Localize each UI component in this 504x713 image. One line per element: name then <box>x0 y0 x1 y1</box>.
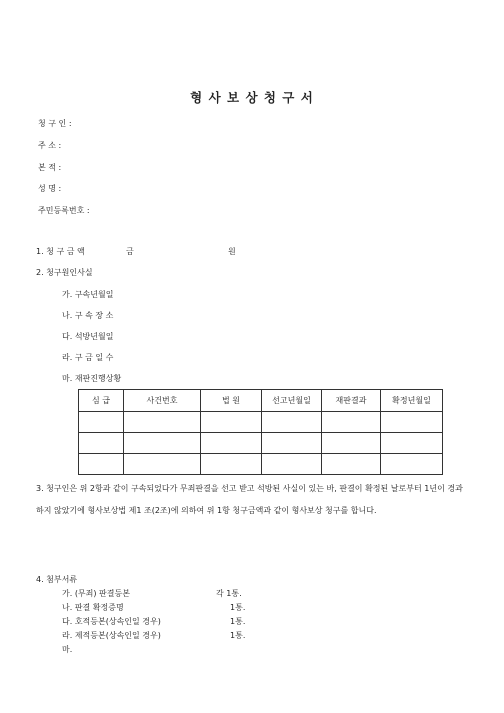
table-cell[interactable] <box>124 412 201 433</box>
attachment-item-count: 각 1통. <box>216 589 242 598</box>
claim-amount-label: 1. 청 구 금 액 <box>36 247 85 256</box>
table-cell[interactable] <box>124 433 201 454</box>
table-cell[interactable] <box>322 454 381 475</box>
attachment-item-name: 라. 제적등본(상속인일 경우) <box>62 631 161 640</box>
header-case-number: 사건번호 <box>124 390 201 412</box>
table-header-row <box>79 390 443 412</box>
header-confirmation-date: 확정년월일 <box>381 390 443 412</box>
attachment-item-name: 나. 판결 확정증명 <box>62 603 124 612</box>
facts-item-detention-days: 라. 구 금 일 수 <box>62 353 114 362</box>
attachment-item-count: 1통. <box>230 603 246 612</box>
table-row <box>79 412 443 433</box>
table-cell[interactable] <box>79 454 124 475</box>
attachment-item-count: 1통. <box>230 631 246 640</box>
field-claimant: 청 구 인 : <box>38 119 72 128</box>
table-cell[interactable] <box>262 454 322 475</box>
document-title: 형 사 보 상 청 구 서 <box>190 90 314 105</box>
claim-statement-paragraph: 3. 청구인은 위 2항과 같이 구속되었다가 무죄판결을 선고 받고 석방된 사실이 있는 바, 판결이 확정된 날로부터 1년이 경과하지 않았기에 형사보상법 제1 조(2조)에 의하여 위 1항 청구금액과 같이 형사보상 청구를 합니다. <box>36 484 463 515</box>
table-cell[interactable] <box>201 454 262 475</box>
facts-item-release-date: 다. 석방년월일 <box>62 332 114 341</box>
claim-amount-unit-won: 원 <box>228 247 236 256</box>
table-cell[interactable] <box>381 412 443 433</box>
table-cell[interactable] <box>381 454 443 475</box>
facts-label: 2. 청구원인사실 <box>36 268 93 277</box>
table-cell[interactable] <box>124 454 201 475</box>
attachment-item-count: 1통. <box>230 617 246 626</box>
table-cell[interactable] <box>201 433 262 454</box>
field-registered-domicile: 본 적 : <box>38 163 62 172</box>
table-cell[interactable] <box>79 433 124 454</box>
table-row <box>79 454 443 475</box>
table-cell[interactable] <box>262 412 322 433</box>
field-address: 주 소 : <box>38 141 62 150</box>
attachments-label: 4. 첨부서류 <box>36 575 78 584</box>
header-trial-result: 재판결과 <box>322 390 381 412</box>
trial-status-table <box>78 389 443 475</box>
header-court: 법 원 <box>201 390 262 412</box>
table-cell[interactable] <box>262 433 322 454</box>
facts-item-detention-date: 가. 구속년월일 <box>62 290 114 299</box>
claim-amount-unit-geum: 금 <box>126 247 134 256</box>
table-row <box>79 433 443 454</box>
attachment-item-name: 가. (무죄) 판결등본 <box>62 589 130 598</box>
header-sentence-date: 선고년월일 <box>262 390 322 412</box>
attachment-item-name: 다. 호적등본(상속인일 경우) <box>62 617 161 626</box>
table-cell[interactable] <box>201 412 262 433</box>
attachment-item-name: 마. <box>62 645 73 654</box>
table-cell[interactable] <box>322 433 381 454</box>
facts-item-detention-place: 나. 구 속 장 소 <box>62 311 114 320</box>
table-cell[interactable] <box>322 412 381 433</box>
field-resident-number: 주민등록번호 : <box>38 206 90 215</box>
table-cell[interactable] <box>79 412 124 433</box>
header-instance: 심 급 <box>79 390 124 412</box>
field-name: 성 명 : <box>38 184 62 193</box>
table-cell[interactable] <box>381 433 443 454</box>
facts-item-trial-status: 마. 재판진행상황 <box>62 374 122 383</box>
